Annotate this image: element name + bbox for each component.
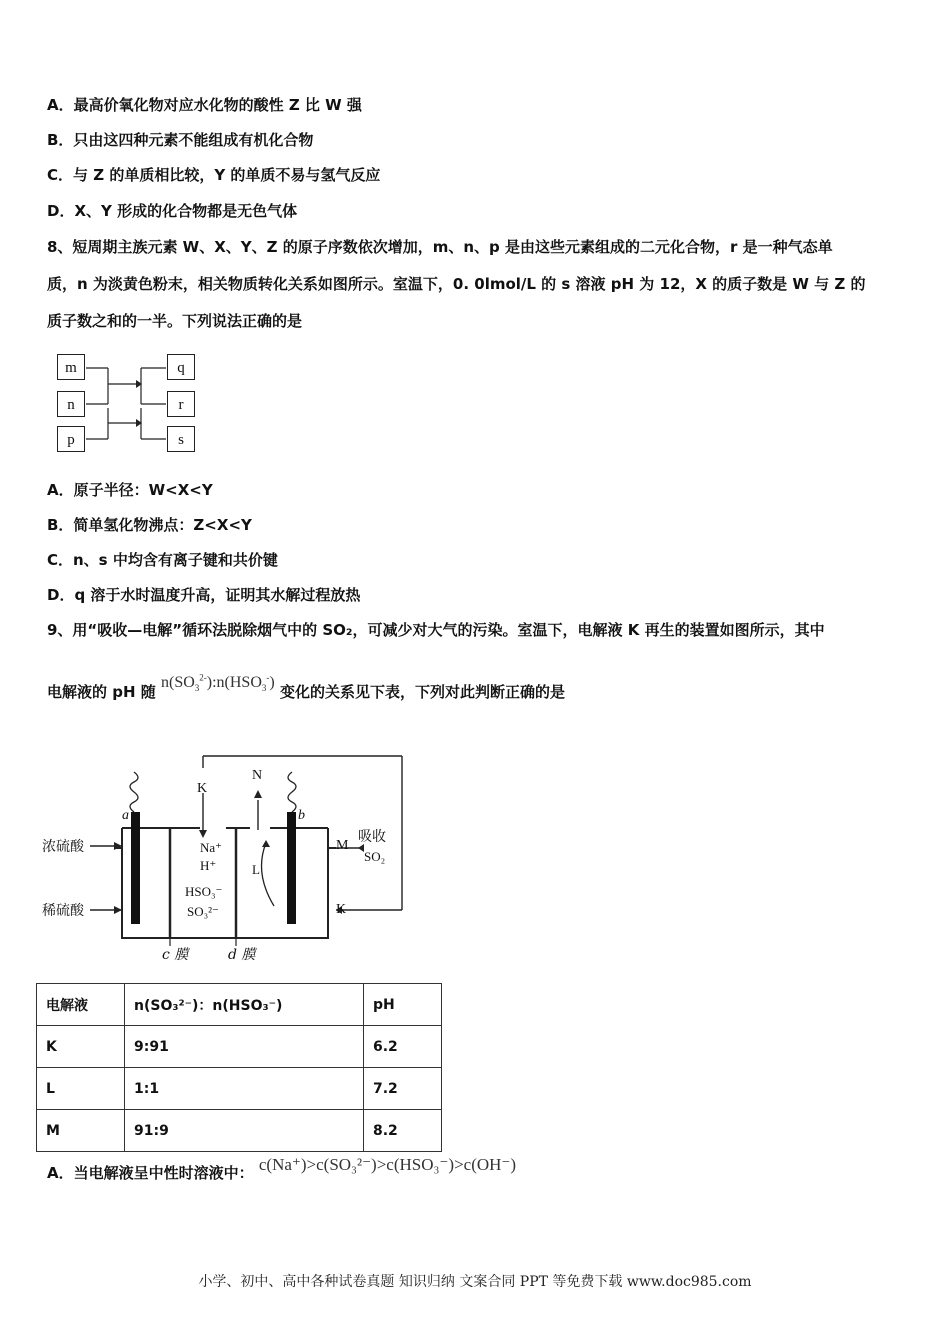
flow-box-m: m (57, 354, 85, 380)
q9-stem-line2-prefix: 电解液的 pH 随 (47, 683, 156, 701)
flow-box-r: r (167, 391, 195, 417)
label-na-ion: Na⁺ (200, 840, 223, 855)
flow-box-s: s (167, 426, 195, 452)
flow-box-n: n (57, 391, 85, 417)
table-cell: 91:9 (125, 1110, 364, 1152)
q8-option-d: D．q 溶于水时温度升高，证明其水解过程放热 (47, 586, 361, 604)
electrolyte-table (36, 983, 442, 1152)
label-top-n: N (252, 768, 263, 783)
apparatus-drawing (40, 748, 420, 966)
table-header: n(SO₃²⁻)：n(HSO₃⁻) (125, 984, 364, 1026)
q8-flow-diagram (46, 348, 206, 460)
q8-stem-line3: 质子数之和的一半。下列说法正确的是 (47, 312, 303, 330)
q8-stem-line2: 质，n 为淡黄色粉末，相关物质转化关系如图所示。室温下，0. 0lmol/L 的 s 溶液 pH 为 12，X 的质子数是 W 与 Z 的 (47, 275, 866, 293)
q7-option-c: C．与 Z 的单质相比较，Y 的单质不易与氢气反应 (47, 166, 381, 184)
table-cell: 1:1 (125, 1068, 364, 1110)
label-right-k: K (336, 902, 347, 917)
table-header: pH (364, 984, 442, 1026)
q7-option-a: A．最高价氧化物对应水化物的酸性 Z 比 W 强 (47, 96, 362, 114)
label-l-chamber: L (252, 862, 260, 877)
q7-option-b: B．只由这四种元素不能组成有机化合物 (47, 131, 314, 149)
label-electrode-a: a (122, 808, 129, 823)
q9-stem-line1: 9、用“吸收—电解”循环法脱除烟气中的 SO₂，可减少对大气的污染。室温下，电解液 K 再生的装置如图所示，其中 (47, 621, 825, 639)
table-header-row (37, 984, 442, 1026)
label-conc-sulfuric: 浓硫酸 (42, 839, 84, 855)
table-cell: M (37, 1110, 125, 1152)
table-header: 电解液 (37, 984, 125, 1026)
label-so3-ion: SO₃²⁻ (187, 904, 219, 919)
ratio-expression: $n(SO_3^{2-}):n(HSO_3^-)$ (160, 672, 275, 694)
label-membrane-c: c 膜 (162, 947, 189, 963)
label-absorb: 吸收 (358, 829, 386, 845)
q8-option-a: A．原子半径：W<X<Y (47, 481, 213, 499)
label-h-ion: H⁺ (200, 858, 217, 873)
q9-option-a-prefix: A．当电解液呈中性时溶液中： (47, 1164, 254, 1182)
q8-option-c: C．n、s 中均含有离子键和共价键 (47, 551, 278, 569)
label-membrane-d: d 膜 (228, 947, 256, 963)
table-cell: 6.2 (364, 1026, 442, 1068)
label-dilute-sulfuric: 稀硫酸 (42, 903, 84, 919)
label-top-k: K (197, 781, 208, 796)
table-cell: 7.2 (364, 1068, 442, 1110)
electrolysis-apparatus (40, 748, 420, 966)
q9-option-a (47, 1155, 517, 1183)
q8-option-b: B．简单氢化物沸点：Z<X<Y (47, 516, 252, 534)
label-electrode-b: b (298, 808, 305, 823)
table-cell: L (37, 1068, 125, 1110)
table-row (37, 1110, 442, 1152)
q7-option-d: D．X、Y 形成的化合物都是无色气体 (47, 202, 298, 220)
table-row (37, 1068, 442, 1110)
label-hso3-ion: HSO₃⁻ (185, 884, 223, 899)
label-so2: SO₂ (364, 849, 386, 864)
label-right-m: M (336, 838, 349, 853)
table-cell: 9:91 (125, 1026, 364, 1068)
flow-box-p: p (57, 426, 85, 452)
q9-stem-line2 (47, 672, 565, 703)
table-cell: 8.2 (364, 1110, 442, 1152)
flow-box-q: q (167, 354, 195, 380)
table-row (37, 1026, 442, 1068)
q8-stem-line1: 8、短周期主族元素 W、X、Y、Z 的原子序数依次增加，m、n、p 是由这些元素组成的二元化合物，r 是一种气态单 (47, 238, 833, 256)
q9-stem-line2-suffix: 变化的关系见下表，下列对此判断正确的是 (279, 683, 565, 701)
table-cell: K (37, 1026, 125, 1068)
q9-option-a-expression: c(Na⁺)>c(SO₃²⁻)>c(HSO₃⁻)>c(OH⁻) (258, 1155, 517, 1174)
page-footer: 小学、初中、高中各种试卷真题 知识归纳 文案合同 PPT 等免费下载 www.doc985.com (198, 1274, 752, 1290)
